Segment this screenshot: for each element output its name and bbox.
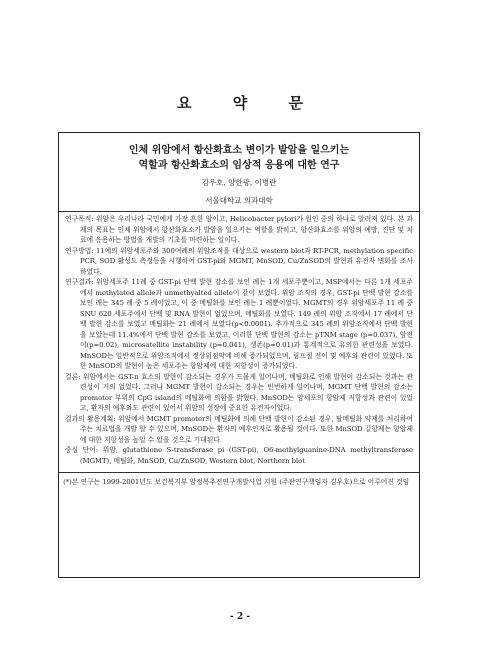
section-conclusion xyxy=(65,372,413,414)
section-text: 위암에서는 GST-π 효소의 발현이 감소되는 경우가 드물게 일어나며, 메틸화로 인해 발현이 감소되는 것과는 관련성이 거의 없었다. 그러나 MGMT 발현이 감소되는 경우는 빈번하게 일어나며, MGMT 단백 발현의 감소는 promotor 부위의 CpG island의 메틸화에 의함을 밝혔다. MnSOD는 암세포의 항암제 저항성과 관련이 있었고, 환자의 예후와도 관련이 있어서 위암의 성장에 중요한 유전자이었다. xyxy=(79,372,414,412)
section-text: 위암은 우리나라 국민에게 가장 흔한 암이고, Helicobacter pylori가 원인 중의 하나로 알려져 있다. 본 과제의 목표는 인체 위암에서 항산화효소가 발암을 일으키는 역할을 밝히고, 항산화효소를 위암의 예방, 진단 및 치료에 응용하는 방법을 개발의 기초를 마련하는 일이다. xyxy=(79,215,413,244)
abstract-box xyxy=(58,132,420,578)
section-purpose xyxy=(65,214,413,246)
section-label: 결과의 활용계획: xyxy=(65,414,116,423)
funding-footnote: (*)본 연구는 1999-2001년도 보건복지부 암정복추진연구개발사업 지원 (주관연구책임자 김우호)으로 이루어진 것임 xyxy=(59,472,419,488)
authors: 김우호, 양한광, 이병란 xyxy=(201,178,277,187)
section-keywords xyxy=(65,445,413,466)
affiliation: 서울대학교 의과대학 xyxy=(205,196,273,205)
title-line-2: 역할과 항산화효소의 임상적 응용에 대한 연구 xyxy=(138,160,340,171)
section-application xyxy=(65,414,413,446)
title-line-1: 인체 위암에서 항산화효소 변이가 발암을 일으키는 xyxy=(128,145,350,156)
section-text: 위암, glutathione S-transferase pi (GST-pi), O6-methylguanine-DNA methyltransferase (MGMT), 메틸화, MnSOD, Cu/ZnSOD, Western blot, Northern blot xyxy=(79,446,413,465)
section-text: 위암세포주 11례 중 GST-pi 단백 발현 감소를 보인 례는 1개 세포주뿐이고, MSP에서는 다른 1개 세포주에서 methylated allele과 unmethyalted allele이 같이 보였다. 위암 조직의 경우, GST-pi 단백 발현 감소를 보인 례는 345 례 중 5 례이었고, 이 중 메틸화를 보인 례는 1 례뿐이었다. MGMT의 경우 위암세포주 11 례 중 SNU 620 세포주에서 단백 및 RNA 발현이 없었으며, 메틸화를 보였다. 149 례의 위암 조직에서 17 례에서 단백 발현 감소를 보였고 메틸화는 21 례에서 보였다(p<0.0001). 추가적으로 345 례의 위암조직에서 단백 발현을 보았는데 11.4%에서 단백 발현 감소를 보였고, 이러한 단백 발현의 감소는 pTNM stage (p=0.037), 암전이(p=0.02), microsatellite instability (p=0.041), 생존(p=0.01)과 통계적으로 유의한 관련성을 보였다. MnSOD는 일반적으로 위암조직에서 정상위점막에 비해 증가되었으며, 림프절 전이 및 예후와 관련이 있었다. 또한 MnSOD의 발현이 높은 세포주는 항암제에 대한 저항성이 증가되었다. xyxy=(79,278,413,370)
abstract-title xyxy=(65,143,413,173)
page-number: - 2 - xyxy=(230,612,250,622)
section-label: 연구목적: xyxy=(65,215,94,223)
section-label: 중심 단어: xyxy=(65,446,99,454)
abstract-body xyxy=(65,214,413,466)
section-text: 11예의 위암세포주와 300여례의 위암조직을 대상으로 western blot과 RT-PCR, methylation specific PCR, SOD 활성도 측정등을 시행하여 GST-pi와 MGMT, MnSOD, Cu/ZnSOD의 발현과 유전자 변화를 조사하였다. xyxy=(79,246,413,276)
section-text: 위암에서 MGMT promoter의 메틸화에 의해 단백 발현이 감소된 경우, 탈메틸화 약제를 처리하여 주는 치료법을 개발 할 수 있으며, MnSOD는 환자의 예후인자로 활용될 것이다. 또한 MnSOD 길항제는 항암제에 대한 저항성을 높일 수 있을 것으로 기대된다. xyxy=(79,414,414,444)
section-methods xyxy=(65,246,413,278)
section-label: 연구결과: xyxy=(65,278,94,286)
section-label: 연구방법: xyxy=(65,246,94,255)
section-label: 결론: xyxy=(65,372,81,381)
divider xyxy=(59,211,419,212)
page-heading: 요 약 문 xyxy=(177,94,321,112)
section-results xyxy=(65,277,413,372)
